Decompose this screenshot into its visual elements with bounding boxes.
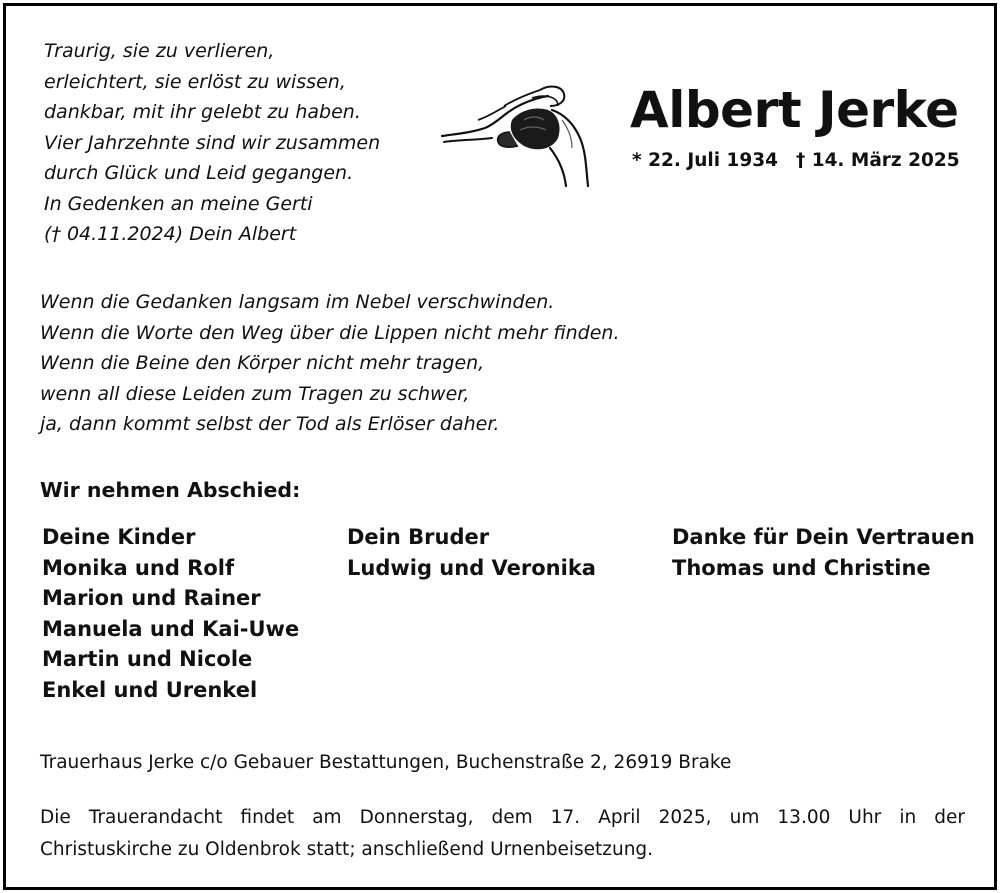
mourner-line: Enkel und Urenkel <box>42 677 258 702</box>
mourner-line: Deine Kinder <box>42 525 196 549</box>
poem-line: erleichtert, sie erlöst zu wissen, <box>44 70 346 93</box>
mourner-line: Ludwig und Veronika <box>347 555 596 580</box>
second-poem <box>40 287 619 440</box>
poem-line: († 04.11.2024) Dein Albert <box>44 223 297 245</box>
poem-line: In Gedenken an meine Gerti <box>44 192 313 215</box>
poem-line: ja, dann kommt selbst der Tod als Erlöser daher. <box>40 413 500 435</box>
mourner-line: Martin und Nicole <box>42 647 253 671</box>
mourner-line: Danke für Dein Vertrauen <box>672 525 975 549</box>
service-line: Christuskirche zu Oldenbrok statt; anschließend Urnenbeisetzung. <box>40 839 654 860</box>
holding-hands-icon <box>440 76 590 191</box>
birth-date: * 22. Juli 1934 <box>632 150 778 171</box>
death-date: † 14. März 2025 <box>796 150 960 171</box>
mourner-line: Manuela und Kai-Uwe <box>42 616 300 641</box>
poem-line: Wenn die Beine den Körper nicht mehr tragen, <box>40 352 485 374</box>
mourner-line: Dein Bruder <box>347 525 490 549</box>
mourner-line: Monika und Rolf <box>42 555 235 580</box>
mourners-brother <box>347 522 596 583</box>
farewell-heading: Wir nehmen Abschied: <box>40 478 301 502</box>
poem-line: wenn all diese Leiden zum Tragen zu schwer, <box>40 382 470 405</box>
poem-line: dankbar, mit ihr gelebt zu haben. <box>44 101 361 123</box>
intro-poem <box>44 36 380 250</box>
mourner-line: Marion und Rainer <box>42 586 261 610</box>
service-line: Die Trauerandacht findet am Donnerstag, dem 17. April 2025, um 13.00 Uhr in der <box>40 807 965 828</box>
mourners-thanks <box>672 522 975 583</box>
deceased-name: Albert Jerke <box>630 81 959 139</box>
poem-line: Wenn die Gedanken langsam im Nebel verschwinden. <box>40 291 555 313</box>
poem-line: Wenn die Worte den Weg über die Lippen nicht mehr finden. <box>40 321 620 344</box>
life-dates <box>632 150 960 171</box>
mourners-children <box>42 522 299 705</box>
service-notice <box>40 802 965 866</box>
poem-line: Vier Jahrzehnte sind wir zusammen <box>44 131 381 154</box>
poem-line: durch Glück und Leid gegangen. <box>44 162 354 184</box>
mourner-line: Thomas und Christine <box>672 555 931 580</box>
mourning-house-address: Trauerhaus Jerke c/o Gebauer Bestattungen, Buchenstraße 2, 26919 Brake <box>40 752 732 773</box>
poem-line: Traurig, sie zu verlieren, <box>44 40 275 62</box>
